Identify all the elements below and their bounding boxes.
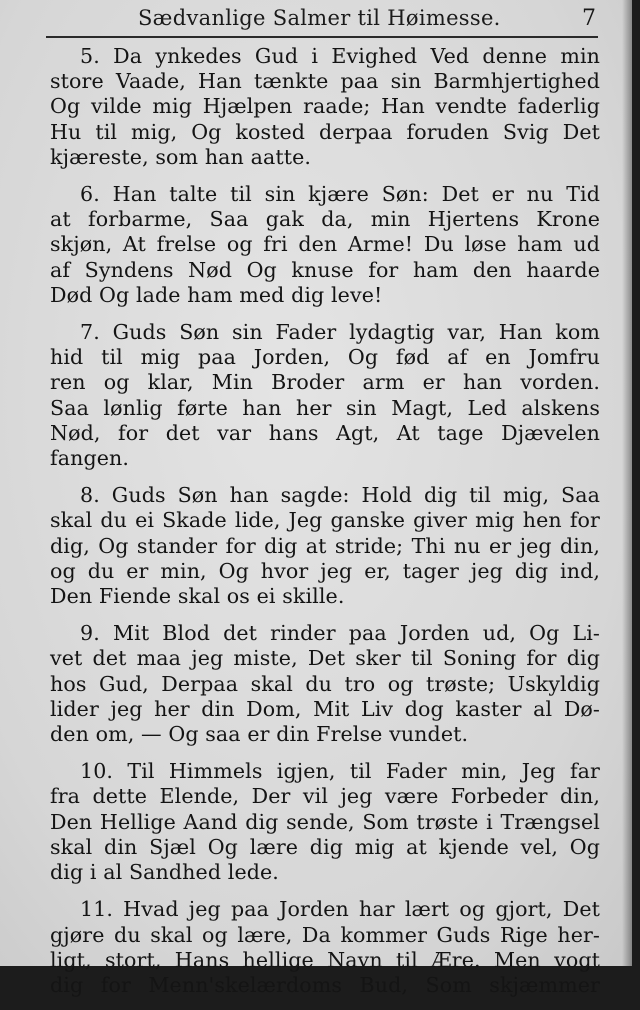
verse-6 (50, 182, 600, 308)
verse-line: Saa lønlig førte han her sin Magt, Led alskens (50, 395, 600, 420)
verse-line: gjøre du skal og lære, Da kommer Guds Rige her- (50, 922, 600, 947)
verse-line: 5. Da ynkedes Gud i Evighed Ved denne min (80, 44, 600, 68)
verse-line: skal du ei Skade lide, Jeg ganske giver mig hen for (50, 508, 600, 533)
verse-line: dig for Menn'skelærdoms Bud, Som skjæmmer (50, 972, 600, 997)
verse-line: fra dette Elende, Der vil jeg være Forbeder din, (50, 784, 600, 809)
verse-line: Død Og lade ham med dig leve! (50, 282, 383, 307)
verse-line: 10. Til Himmels igjen, til Fader min, Jeg far (80, 759, 600, 784)
verse-line: 7. Guds Søn sin Fader lydagtig var, Han kom (80, 320, 600, 345)
verse-line: fangen. (50, 446, 130, 471)
verse-7 (50, 320, 600, 471)
verse-line: 9. Mit Blod det rinder paa Jorden ud, Og Li- (80, 621, 600, 646)
verse-line: hid til mig paa Jorden, Og fød af en Jomfru (50, 345, 600, 370)
verse-line: skal din Sjæl Og lære dig mig at kjende vel, Og (50, 834, 600, 859)
verse-line: Den Hellige Aand dig sende, Som trøste i Trængsel (50, 809, 600, 834)
page-number: 7 (582, 6, 596, 31)
verse-line: Hu til mig, Og kosted derpaa foruden Svig Det (50, 119, 600, 144)
verse-11 (50, 897, 600, 998)
verse-10 (50, 759, 600, 885)
verse-line: hos Gud, Derpaa skal du tro og trøste; Uskyldig (50, 671, 600, 696)
verse-line: at forbarme, Saa gak da, min Hjertens Krone (50, 207, 600, 232)
spine-shadow (622, 0, 632, 966)
hymn-text (50, 44, 600, 1010)
verse-line: 8. Guds Søn han sagde: Hold dig til mig, Saa (80, 483, 600, 508)
verse-line: den om, — Og saa er din Frelse vundet. (50, 722, 469, 747)
verse-line: og du er min, Og hvor jeg er, tager jeg dig ind, (50, 558, 600, 583)
verse-line: Den Fiende skal os ei skille. (50, 584, 345, 609)
verse-line: ren og klar, Min Broder arm er han vorden. (50, 370, 600, 395)
verse-line: ligt, stort, Hans hellige Navn til Ære. Men vogt (50, 947, 600, 972)
verse-line: store Vaade, Han tænkte paa sin Barmhjertighed (50, 69, 600, 94)
verse-line: vet det maa jeg miste, Det sker til Soning for dig (50, 646, 600, 671)
verse-line: kjæreste, som han aatte. (50, 144, 312, 169)
page-header (46, 6, 598, 38)
verse-line: skjøn, At frelse og fri den Arme! Du løse ham ud (50, 232, 600, 257)
verse-8 (50, 483, 600, 609)
verse-line: 6. Han talte til sin kjære Søn: Det er nu Tid (80, 182, 600, 207)
verse-line: dig, Og stander for dig at stride; Thi nu er jeg din, (50, 533, 600, 558)
running-title: Sædvanlige Salmer til Høimesse. (138, 6, 501, 30)
verse-line: 11. Hvad jeg paa Jorden har lært og gjort, Det (80, 897, 600, 922)
verse-line: dig i al Sandhed lede. (50, 860, 279, 885)
verse-9 (50, 621, 600, 747)
verse-line: Nød, for det var hans Agt, At tage Djævelen (50, 420, 600, 445)
verse-line: af Syndens Nød Og knuse for ham den haarde (50, 257, 600, 282)
verse-line: Og vilde mig Hjælpen raade; Han vendte faderlig (50, 94, 600, 119)
verse-line: lider jeg her din Dom, Mit Liv dog kaster al Dø- (50, 696, 600, 721)
verse-5 (50, 44, 600, 170)
